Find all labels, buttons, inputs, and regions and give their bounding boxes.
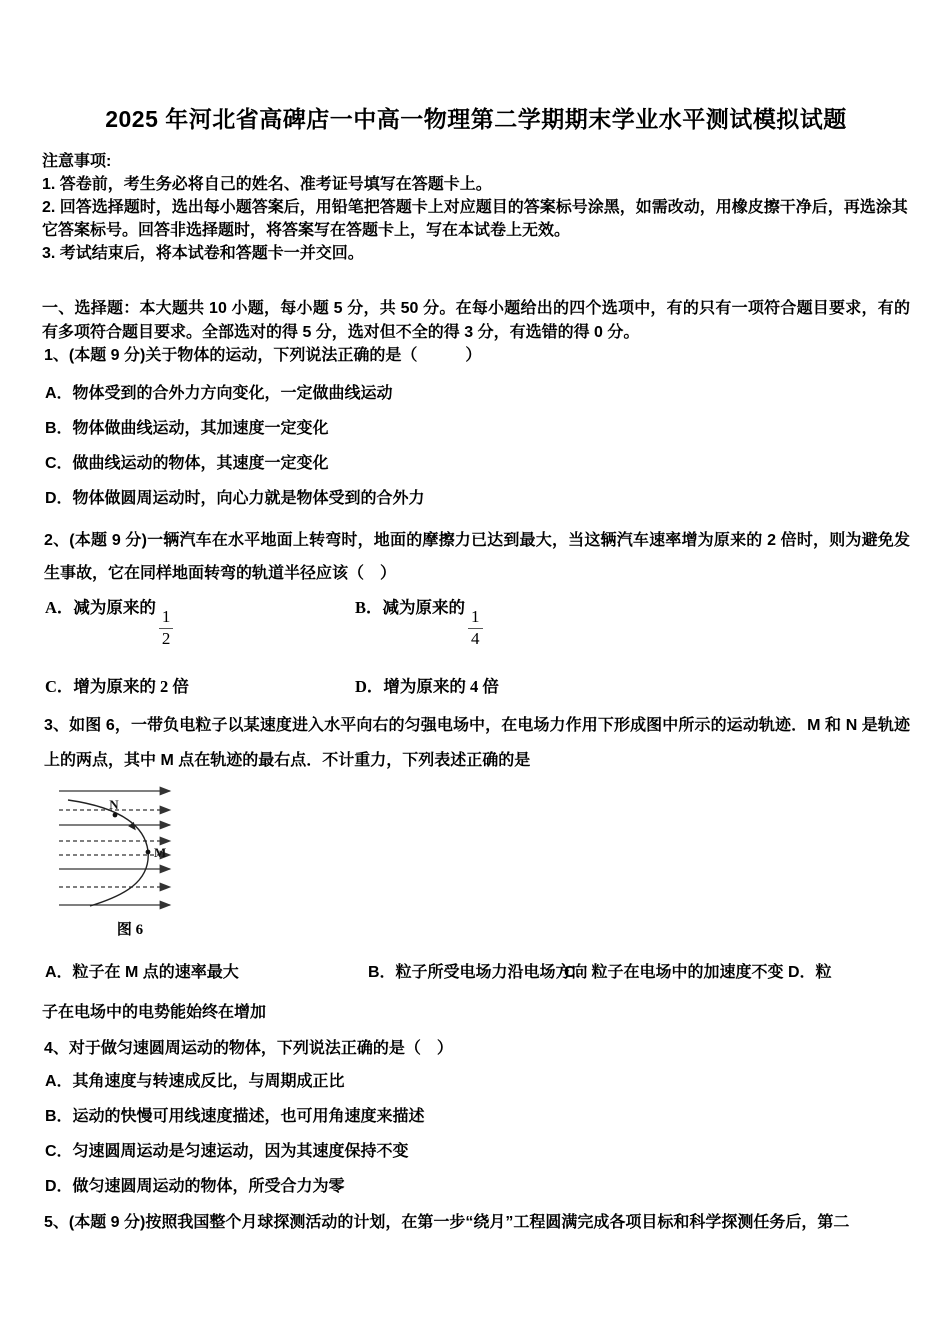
point-m-label: M	[154, 845, 167, 860]
q5-stem: 5、(本题 9 分)按照我国整个月球探测活动的计划，在第一步“绕月”工程圆满完成各项目标和科学探测任务后，第二	[44, 1214, 850, 1231]
question-1	[42, 344, 910, 516]
notice-item-3: 3. 考试结束后，将本试卷和答题卡一并交回。	[42, 245, 364, 262]
q1-option-a: A．物体受到的合外力方向变化，一定做曲线运动	[45, 385, 393, 402]
section-1-intro: 一、选择题：本大题共 10 小题，每小题 5 分，共 50 分。在每小题给出的四个选项中，有的只有一项符合题目要求，有的有多项符合题目要求。全部选对的得 5 分，选对但不全的得 3 分，有选错的得 0 分。	[42, 300, 910, 341]
q2-option-b-text: B．减为原来的	[355, 597, 466, 617]
q4-option-c: C．匀速圆周运动是匀速运动，因为其速度保持不变	[45, 1143, 409, 1160]
q3-options-line-1	[42, 964, 910, 982]
q2-option-c: C．增为原来的 2 倍	[45, 677, 189, 696]
trajectory-curve	[68, 800, 148, 906]
question-2	[42, 524, 910, 698]
q3-option-d-continued: 子在电场中的电势能始终在增加	[42, 1004, 267, 1021]
point-n-label: N	[109, 797, 119, 812]
notice-section	[42, 150, 910, 265]
point-n-dot	[113, 813, 118, 818]
q1-option-b: B．物体做曲线运动，其加速度一定变化	[45, 420, 329, 437]
figure-6	[55, 778, 205, 940]
q4-option-a: A．其角速度与转速成反比，与周期成正比	[45, 1073, 345, 1090]
point-m-dot	[146, 850, 151, 855]
q1-options	[42, 376, 910, 516]
q1-stem: 1、(本题 9 分)关于物体的运动，下列说法正确的是（ ）	[44, 347, 482, 364]
fraction-numerator: 1	[159, 608, 174, 628]
q2-option-b	[355, 594, 483, 648]
fraction-denominator: 4	[471, 628, 480, 648]
fraction-one-half	[159, 608, 174, 648]
q4-option-d: D．做匀速圆周运动的物体，所受合力为零	[45, 1178, 345, 1195]
q2-options-row-ab	[42, 592, 910, 648]
notice-item-1: 1. 答卷前，考生务必将自己的姓名、准考证号填写在答题卡上。	[42, 176, 492, 193]
fraction-denominator: 2	[161, 628, 171, 648]
q2-options-row-cd	[42, 676, 910, 698]
electric-field-diagram	[55, 778, 205, 918]
q2-option-a-text: A．减为原来的	[45, 597, 156, 617]
q1-option-c: C．做曲线运动的物体，其速度一定变化	[45, 455, 329, 472]
q3-option-a: A．粒子在 M 点的速率最大	[45, 964, 239, 981]
notice-item-2: 2. 回答选择题时，选出每小题答案后，用铅笔把答题卡上对应题目的答案标号涂黑，如需改动，用橡皮擦干净后，再选涂其它答案标号。回答非选择题时，将答案写在答题卡上，写在本试卷上无效。	[42, 199, 908, 239]
q2-stem: 2、(本题 9 分)一辆汽车在水平地面上转弯时，地面的摩擦力已达到最大，当这辆汽车速率增为原来的 2 倍时，则为避免发生事故，它在同样地面转弯的轨道半径应该（ ）	[44, 532, 910, 582]
q1-option-d: D．物体做圆周运动时，向心力就是物体受到的合外力	[45, 490, 425, 507]
fraction-numerator: 1	[468, 608, 483, 628]
question-3	[42, 708, 910, 1022]
q4-options	[42, 1064, 910, 1204]
q3-stem: 3、如图 6，一带负电粒子以某速度进入水平向右的匀强电场中，在电场力作用下形成图中所示的运动轨迹．M 和 N 是轨迹上的两点，其中 M 点在轨迹的最右点．不计重力，下列表述正确的是	[44, 717, 910, 769]
question-4	[42, 1040, 910, 1204]
q3-option-b: B．粒子所受电场力沿电场方向	[368, 964, 588, 981]
fraction-one-quarter	[468, 608, 483, 648]
figure-6-caption: 图 6	[116, 922, 144, 938]
q3-option-c-d: C．粒子在电场中的加速度不变 D．粒	[564, 964, 832, 981]
notice-heading: 注意事项:	[42, 153, 112, 170]
q2-option-a	[45, 594, 355, 648]
q2-option-d: D．增为原来的 4 倍	[355, 677, 499, 696]
q4-option-b: B．运动的快慢可用线速度描述，也可用角速度来描述	[45, 1108, 425, 1125]
page-title: 2025 年河北省高碑店一中高一物理第二学期期末学业水平测试模拟试题	[105, 106, 847, 132]
q4-stem: 4、对于做匀速圆周运动的物体，下列说法正确的是（ ）	[44, 1040, 453, 1057]
